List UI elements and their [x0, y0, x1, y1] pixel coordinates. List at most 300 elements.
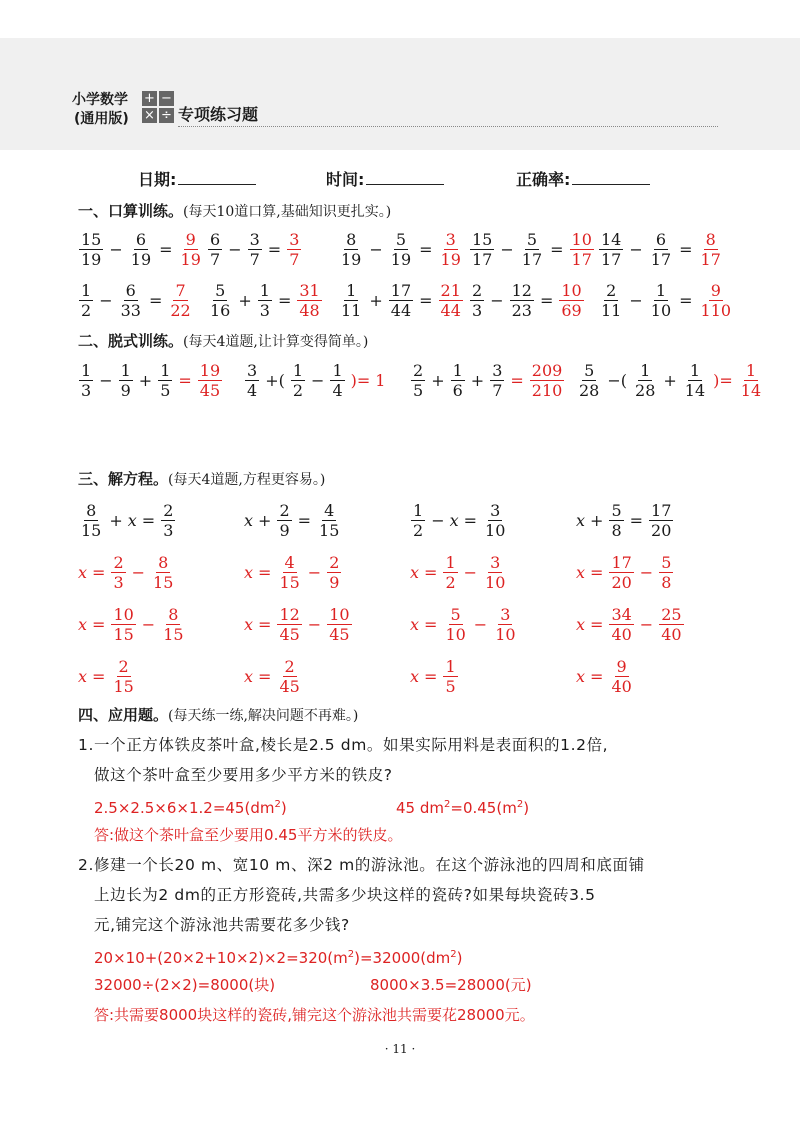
numerator: 2	[284, 656, 295, 676]
denominator: 7	[249, 249, 260, 269]
denominator: 19	[440, 249, 461, 269]
denominator: 17	[700, 249, 721, 269]
operator: +	[431, 370, 445, 390]
denominator: 28	[579, 380, 600, 400]
calc-text: 20×10+(20×2+10×2)×2=320(m	[94, 949, 348, 967]
numerator: 9	[185, 229, 196, 249]
fraction	[339, 281, 363, 320]
numerator: 21	[440, 280, 461, 300]
problem-2-calc-3: 8000×3.5=28000(元)	[370, 976, 532, 994]
equation-step	[576, 548, 674, 596]
operations-logo	[142, 91, 176, 125]
denominator: 17	[601, 249, 622, 269]
fraction	[633, 361, 657, 400]
fraction	[683, 361, 707, 400]
denominator: 16	[210, 300, 231, 320]
equation-row	[0, 548, 800, 596]
fraction	[339, 230, 363, 269]
numerator: 6	[655, 229, 667, 249]
fraction	[129, 230, 153, 269]
numerator: 17	[611, 552, 632, 572]
equation-solution	[410, 652, 459, 700]
fraction	[520, 230, 544, 269]
numerator: 15	[472, 229, 493, 249]
fraction	[119, 361, 133, 400]
denominator: 19	[390, 249, 412, 269]
section-note: (每天练一练,解决问题不再难。)	[168, 708, 359, 724]
denominator: 44	[390, 300, 412, 320]
equation-step	[244, 548, 342, 596]
numerator: 3	[500, 604, 511, 624]
fraction	[111, 657, 135, 696]
numerator: 3	[492, 360, 503, 380]
variable-x: x	[244, 614, 254, 634]
operator: −	[311, 370, 325, 390]
numerator: 17	[651, 500, 672, 520]
variable-x: x	[410, 614, 420, 634]
fraction	[208, 281, 232, 320]
fraction	[411, 361, 425, 400]
calc-text: )=32000(dm	[354, 949, 451, 967]
calc-sup: 2	[444, 799, 451, 810]
mental-item	[469, 276, 585, 324]
operator: −	[473, 614, 488, 634]
problem-2-line-3: 元,铺完这个游泳池共需要花多少钱?	[94, 916, 350, 934]
answer-value: 1	[375, 370, 386, 390]
date-field[interactable]	[138, 167, 256, 190]
fraction	[609, 657, 633, 696]
denominator: 5	[445, 676, 456, 696]
equation-row	[0, 600, 800, 648]
fraction	[609, 553, 633, 592]
denominator: 110	[700, 300, 732, 320]
variable-x: x	[410, 666, 420, 686]
variable-x: x	[244, 510, 254, 530]
fraction	[277, 605, 301, 644]
denominator: 3	[472, 300, 483, 320]
numerator: 14	[601, 229, 622, 249]
fraction	[258, 281, 272, 320]
variable-x: x	[410, 562, 420, 582]
series-name: 小学数学	[72, 92, 128, 108]
minus-icon: −	[159, 91, 174, 106]
problem-2-calc-1	[94, 944, 463, 969]
problem-2-calc-2: 32000÷(2×2)=8000(块)	[94, 976, 276, 994]
numerator: 4	[324, 500, 335, 520]
operator: =	[679, 239, 693, 259]
fraction	[599, 230, 623, 269]
numerator: 2	[329, 552, 340, 572]
fraction	[439, 230, 463, 269]
operator: =	[178, 370, 192, 390]
time-label: 时间:	[326, 170, 365, 189]
equation-row	[0, 496, 800, 544]
fraction	[161, 605, 185, 644]
numerator: 3	[249, 229, 260, 249]
divide-icon: ÷	[159, 108, 174, 123]
operator: −	[463, 562, 478, 582]
operator: =	[550, 239, 564, 259]
equation-problem	[576, 496, 674, 544]
operator: −	[639, 614, 654, 634]
numerator: 6	[210, 229, 221, 249]
numerator: 10	[561, 280, 582, 300]
denominator: 45	[199, 380, 221, 400]
mental-item	[598, 276, 734, 324]
equation-step	[410, 548, 508, 596]
numerator: 2	[279, 500, 290, 520]
fraction	[158, 361, 172, 400]
operator: )=	[350, 370, 371, 390]
denominator: 45	[279, 676, 300, 696]
fraction	[599, 281, 623, 320]
denominator: 10	[495, 624, 516, 644]
fraction	[470, 281, 484, 320]
numerator: 34	[611, 604, 632, 624]
fraction	[699, 230, 723, 269]
calc-text: 2.5×2.5×6×1.2=45(dm	[94, 799, 275, 817]
calc-sup: 2	[347, 949, 355, 960]
numerator: 2	[606, 280, 617, 300]
operator: −	[307, 614, 322, 634]
fraction	[699, 281, 734, 320]
operator: −	[228, 239, 242, 259]
numerator: 5	[526, 229, 538, 249]
operator: =	[590, 614, 604, 634]
fraction	[493, 605, 517, 644]
numerator: 1	[640, 360, 651, 380]
mental-item	[78, 225, 204, 273]
fraction	[659, 605, 683, 644]
accuracy-field[interactable]	[516, 167, 650, 190]
operator: +	[258, 510, 272, 530]
variable-x: x	[244, 666, 254, 686]
numerator: 12	[511, 280, 532, 300]
fraction	[490, 361, 504, 400]
calc-text: )	[456, 949, 463, 967]
operator: −	[369, 239, 383, 259]
numerator: 5	[584, 360, 595, 380]
calc-sup: 2	[516, 799, 524, 810]
numerator: 7	[175, 280, 186, 300]
denominator: 8	[611, 520, 622, 540]
problem-1-line-2: 做这个茶叶盒至少要用多少平方米的铁皮?	[94, 766, 393, 784]
numerator: 8	[158, 552, 169, 572]
denominator: 40	[611, 676, 632, 696]
fraction	[151, 553, 175, 592]
numerator: 8	[86, 500, 97, 520]
fraction	[483, 501, 507, 540]
numerator: 3	[445, 229, 456, 249]
denominator: 2	[445, 572, 456, 592]
operator: −	[307, 562, 322, 582]
denominator: 17	[650, 249, 672, 269]
denominator: 15	[113, 676, 134, 696]
variable-x: x	[78, 666, 88, 686]
numerator: 1	[745, 360, 757, 380]
numerator: 209	[531, 360, 563, 380]
denominator: 3	[259, 300, 270, 320]
operator: =	[141, 510, 156, 530]
numerator: 3	[490, 552, 501, 572]
series-edition: (通用版)	[74, 111, 129, 127]
denominator: 10	[485, 572, 506, 592]
equation-problem	[244, 496, 342, 544]
numerator: 2	[163, 500, 174, 520]
stepwise-item	[410, 356, 565, 404]
numerator: 10	[571, 229, 592, 249]
fraction	[649, 230, 673, 269]
variable-x: x	[127, 510, 137, 530]
fraction	[79, 230, 103, 269]
date-blank[interactable]	[178, 170, 256, 185]
fraction	[443, 657, 457, 696]
section-word-title	[78, 704, 358, 725]
numerator: 15	[81, 229, 102, 249]
operator: =	[267, 239, 282, 259]
fraction	[739, 361, 763, 400]
mental-row	[0, 225, 800, 273]
operator: −(	[607, 370, 628, 390]
operator: )=	[713, 370, 733, 390]
section-mental-title	[78, 200, 391, 221]
equation-step	[78, 548, 176, 596]
denominator: 2	[413, 520, 424, 540]
numerator: 6	[125, 280, 136, 300]
fraction	[277, 657, 301, 696]
denominator: 17	[571, 249, 592, 269]
fraction	[649, 281, 673, 320]
variable-x: x	[78, 614, 88, 634]
denominator: 10	[485, 520, 506, 540]
denominator: 15	[163, 624, 184, 644]
mental-item	[338, 225, 464, 273]
operator: +	[109, 510, 123, 530]
numerator: 1	[160, 360, 171, 380]
operator: =	[463, 510, 478, 530]
numerator: 1	[259, 280, 270, 300]
denominator: 2	[81, 300, 92, 320]
fraction	[297, 281, 321, 320]
mental-item	[207, 276, 323, 324]
fraction	[609, 605, 633, 644]
numerator: 12	[279, 604, 300, 624]
time-blank[interactable]	[366, 170, 444, 185]
denominator: 40	[661, 624, 682, 644]
denominator: 40	[611, 624, 632, 644]
calc-text: )	[280, 799, 287, 817]
numerator: 8	[705, 229, 716, 249]
numerator: 5	[215, 280, 226, 300]
equation-step	[576, 600, 685, 648]
numerator: 1	[81, 280, 92, 300]
denominator: 11	[341, 300, 362, 320]
operator: =	[590, 562, 604, 582]
operator: −	[131, 562, 146, 582]
denominator: 10	[445, 624, 466, 644]
operator: −	[629, 239, 643, 259]
variable-x: x	[576, 510, 586, 530]
stepwise-item	[244, 356, 385, 404]
operator: =	[258, 666, 272, 686]
denominator: 20	[611, 572, 632, 592]
fraction	[411, 501, 425, 540]
plus-icon: +	[142, 91, 157, 106]
numerator: 1	[332, 360, 343, 380]
fraction	[470, 230, 494, 269]
operator: −	[141, 614, 156, 634]
denominator: 4	[332, 380, 343, 400]
stepwise-row	[0, 356, 800, 404]
fraction	[245, 361, 259, 400]
equation-solution	[244, 652, 303, 700]
section-note: (每天4道题,让计算变得简单。)	[183, 334, 369, 350]
accuracy-label: 正确率:	[516, 170, 571, 189]
section-title: 二、脱式训练。	[78, 332, 184, 350]
numerator: 3	[490, 500, 501, 520]
equation-problem	[78, 496, 176, 544]
problem-2-line-2: 上边长为2 dm的正方形瓷砖,共需多少块这样的瓷砖?如果每块瓷砖3.5	[94, 886, 596, 904]
operator: +	[590, 510, 604, 530]
numerator: 2	[413, 360, 424, 380]
mental-item	[207, 225, 302, 273]
problem-2-line-1: 2.修建一个长20 m、宽10 m、深2 m的游泳池。在这个游泳池的四周和底面铺	[78, 856, 645, 874]
numerator: 2	[118, 656, 129, 676]
operator: +	[238, 290, 252, 310]
accuracy-blank[interactable]	[572, 170, 650, 185]
numerator: 1	[81, 360, 92, 380]
numerator: 1	[413, 500, 424, 520]
denominator: 19	[81, 249, 102, 269]
page-title: 专项练习题	[178, 105, 259, 124]
equation-step	[244, 600, 353, 648]
denominator: 3	[163, 520, 174, 540]
fraction	[439, 281, 463, 320]
numerator: 10	[329, 604, 350, 624]
denominator: 44	[440, 300, 461, 320]
fraction	[327, 605, 351, 644]
numerator: 6	[135, 229, 147, 249]
operator: =	[148, 290, 163, 310]
denominator: 9	[279, 520, 290, 540]
operator: −	[490, 290, 504, 310]
denominator: 11	[601, 300, 622, 320]
fraction	[291, 361, 305, 400]
denominator: 45	[329, 624, 350, 644]
numerator: 5	[395, 229, 407, 249]
fraction	[649, 501, 673, 540]
operator: =	[92, 666, 106, 686]
variable-x: x	[449, 510, 459, 530]
section-title: 一、口算训练。	[78, 202, 184, 220]
operator: =	[297, 510, 312, 530]
operator: =	[92, 562, 106, 582]
denominator: 7	[289, 249, 300, 269]
denominator: 17	[521, 249, 543, 269]
fraction	[577, 361, 601, 400]
problem-1-calc-1	[94, 794, 287, 819]
numerator: 8	[346, 229, 357, 249]
section-note: (每天4道题,方程更容易。)	[168, 472, 326, 488]
numerator: 5	[450, 604, 461, 624]
variable-x: x	[576, 562, 586, 582]
fraction	[559, 281, 583, 320]
section-note: (每天10道口算,基础知识更扎实。)	[183, 204, 392, 220]
fraction	[389, 281, 413, 320]
numerator: 10	[113, 604, 134, 624]
section-title: 四、应用题。	[78, 706, 169, 724]
numerator: 4	[284, 552, 295, 572]
denominator: 45	[279, 624, 300, 644]
operator: −	[109, 239, 123, 259]
numerator: 1	[445, 552, 456, 572]
numerator: 9	[710, 280, 721, 300]
operator: =	[159, 239, 173, 259]
calc-text: )	[523, 799, 530, 817]
variable-x: x	[78, 562, 88, 582]
operator: −	[431, 510, 445, 530]
operator: +	[138, 370, 153, 390]
numerator: 1	[445, 656, 456, 676]
fraction	[119, 281, 143, 320]
denominator: 15	[153, 572, 174, 592]
section-title: 三、解方程。	[78, 470, 169, 488]
section-equation-title	[78, 468, 325, 489]
fraction	[443, 605, 467, 644]
mental-item	[78, 276, 194, 324]
denominator: 15	[113, 624, 134, 644]
operator: =	[539, 290, 554, 310]
time-field[interactable]	[326, 167, 444, 190]
denominator: 19	[130, 249, 152, 269]
problem-1-line-1: 1.一个正方体铁皮茶叶盒,棱长是2.5 dm。如果实际用料是表面积的1.2倍,	[78, 736, 609, 754]
fraction	[168, 281, 192, 320]
operator: =	[258, 562, 272, 582]
fraction	[609, 501, 623, 540]
operator: =	[419, 290, 433, 310]
denominator: 15	[319, 520, 340, 540]
fraction	[79, 361, 93, 400]
operator: =	[258, 614, 272, 634]
numerator: 2	[472, 280, 483, 300]
denominator: 2	[292, 380, 304, 400]
equation-solution	[576, 652, 635, 700]
fraction	[111, 605, 135, 644]
variable-x: x	[244, 562, 254, 582]
stepwise-item	[78, 356, 223, 404]
numerator: 9	[616, 656, 627, 676]
calc-sup: 2	[450, 949, 457, 960]
mental-row	[0, 276, 800, 324]
denominator: 15	[279, 572, 300, 592]
denominator: 4	[247, 380, 258, 400]
denominator: 17	[472, 249, 493, 269]
denominator: 23	[511, 300, 532, 320]
operator: −	[99, 370, 113, 390]
variable-x: x	[576, 614, 586, 634]
fraction	[277, 501, 291, 540]
fraction	[327, 553, 341, 592]
denominator: 3	[81, 380, 92, 400]
denominator: 6	[452, 380, 463, 400]
numerator: 31	[299, 280, 320, 300]
denominator: 22	[170, 300, 191, 320]
problem-2-answer: 答:共需要8000块这样的瓷砖,铺完这个游泳池共需要花28000元。	[94, 1006, 535, 1024]
operator: +	[470, 370, 485, 390]
numerator: 3	[247, 360, 258, 380]
denominator: 7	[210, 249, 221, 269]
operator: =	[510, 370, 524, 390]
